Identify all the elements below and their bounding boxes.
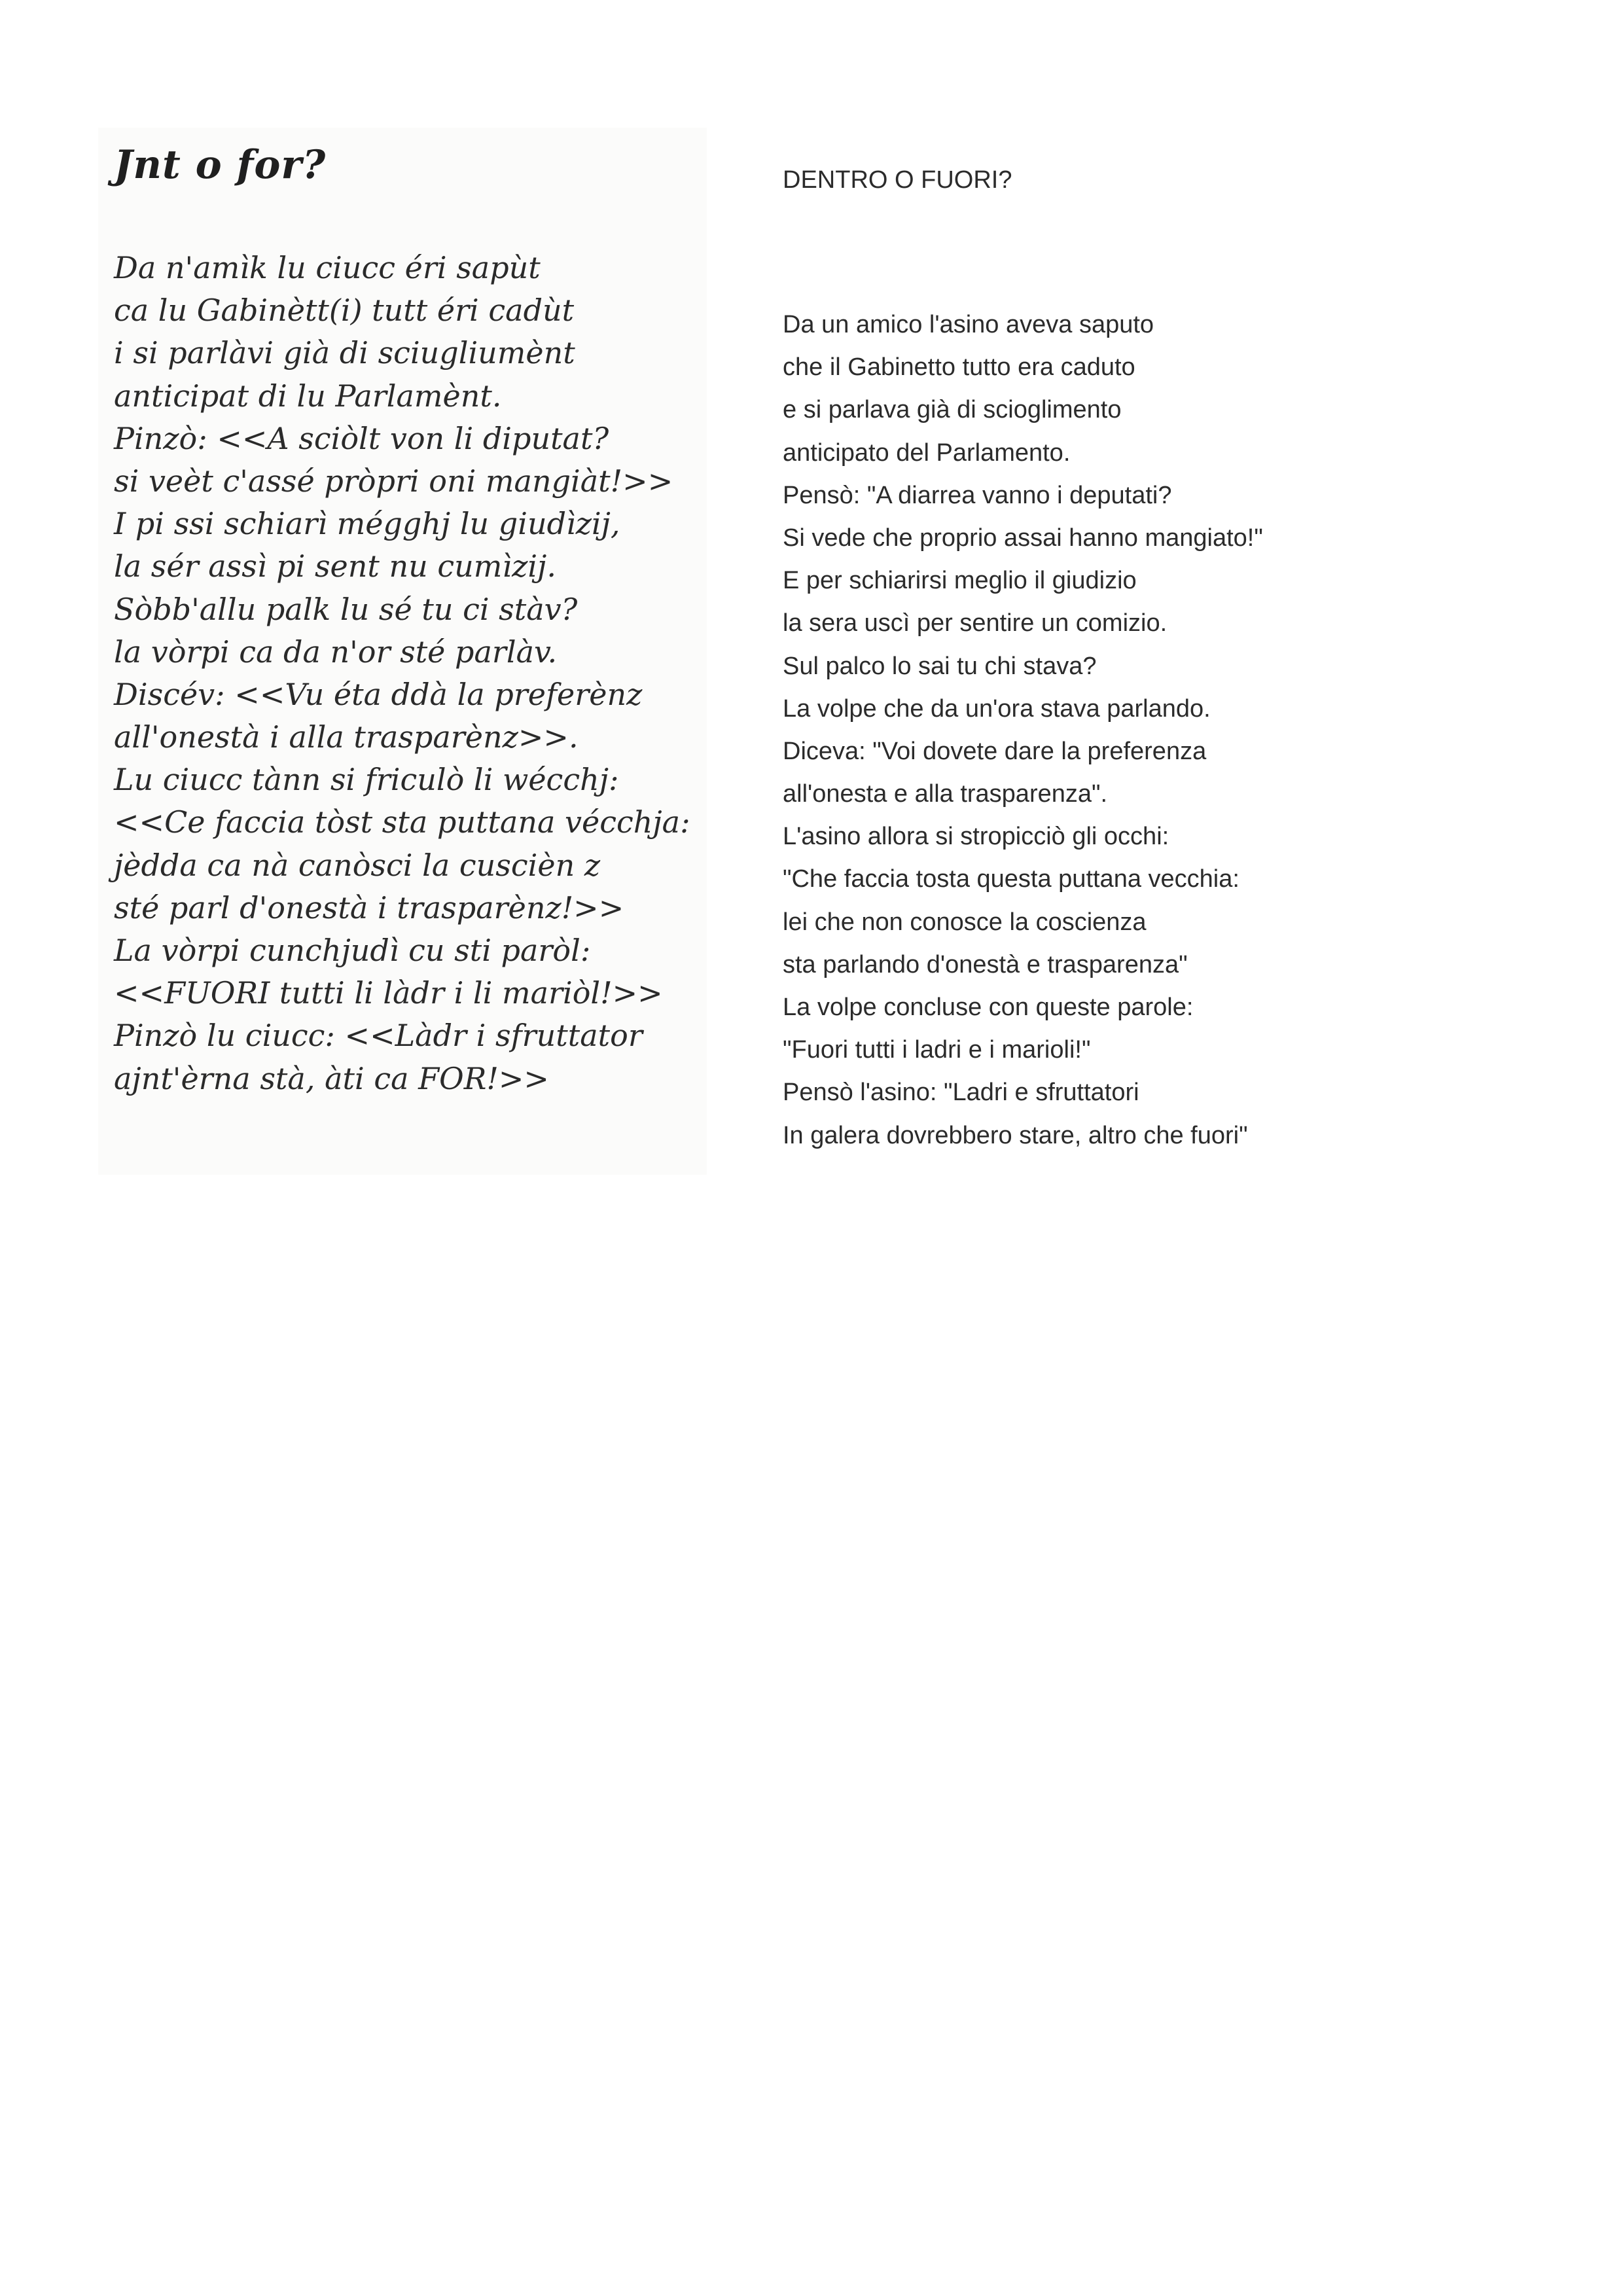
- dialect-line: si veèt c'assé pròpri oni mangiàt!>>: [114, 463, 673, 499]
- dialect-line: i si parlàvi già di sciugliumènt: [114, 335, 575, 371]
- translation-line: Diceva: "Voi dovete dare la preferenza: [783, 737, 1207, 765]
- dialect-poem-scan: [98, 128, 707, 1175]
- translation-line: all'onesta e alla trasparenza".: [783, 780, 1108, 808]
- translation-title: DENTRO O FUORI?: [783, 166, 1012, 194]
- translation-line: Sul palco lo sai tu chi stava?: [783, 652, 1097, 680]
- translation-line: lei che non conosce la coscienza: [783, 908, 1147, 936]
- dialect-line: <<Ce faccia tòst sta puttana vécchja:: [114, 804, 690, 840]
- translation-line: E per schiarirsi meglio il giudizio: [783, 567, 1137, 595]
- translation-line: "Fuori tutti i ladri e i marioli!": [783, 1036, 1091, 1064]
- dialect-line: sté parl d'onestà i trasparènz!>>: [114, 889, 624, 925]
- dialect-line: anticipat di lu Parlamènt.: [114, 378, 502, 414]
- dialect-line: Da n'amìk lu ciucc éri sapùt: [114, 250, 541, 285]
- dialect-line: La vòrpi cunchjudì cu sti paròl:: [114, 933, 591, 968]
- translation-line: "Che faccia tosta questa puttana vecchia:: [783, 865, 1240, 893]
- dialect-line: Discév: <<Vu éta ddà la preferènz: [114, 676, 643, 712]
- dialect-line: la sér assì pi sent nu cumìzij.: [114, 548, 556, 584]
- dialect-line: I pi ssi schiarì mégghj lu giudìzij,: [114, 506, 620, 542]
- dialect-line: Lu ciucc tànn si friculò li wécchj:: [114, 762, 619, 798]
- dialect-line: all'onestà i alla trasparènz>>.: [114, 719, 579, 755]
- dialect-line: ca lu Gabinètt(i) tutt éri cadùt: [114, 293, 575, 329]
- translation-line: Pensò: "A diarrea vanno i deputati?: [783, 481, 1172, 509]
- translation-line: e si parlava già di scioglimento: [783, 396, 1122, 424]
- dialect-line: jèdda ca nà canòsci la cuscièn z: [114, 847, 601, 883]
- dialect-line: <<FUORI tutti li làdr i li mariòl!>>: [114, 975, 663, 1011]
- translation-line: la sera uscì per sentire un comizio.: [783, 609, 1168, 637]
- translation-line: La volpe concluse con queste parole:: [783, 994, 1194, 1021]
- dialect-poem-lines: [114, 247, 690, 1100]
- translation-line: L'asino allora si stropicciò gli occhi:: [783, 823, 1169, 851]
- translation-line: anticipato del Parlamento.: [783, 439, 1071, 467]
- translation-lines: [783, 304, 1263, 1157]
- dialect-line: Sòbb'allu palk lu sé tu ci stàv?: [114, 591, 578, 627]
- translation-line: Da un amico l'asino aveva saputo: [783, 311, 1154, 338]
- translation-line: La volpe che da un'ora stava parlando.: [783, 694, 1211, 723]
- translation-line: In galera dovrebbero stare, altro che fuori": [783, 1121, 1248, 1149]
- translation-line: Pensò l'asino: "Ladri e sfruttatori: [783, 1079, 1139, 1107]
- translation-line: che il Gabinetto tutto era caduto: [783, 353, 1135, 382]
- dialect-line: la vòrpi ca da n'or sté parlàv.: [114, 634, 558, 670]
- translation-line: Si vede che proprio assai hanno mangiato!": [783, 524, 1263, 552]
- translation-line: sta parlando d'onestà e trasparenza": [783, 950, 1188, 978]
- dialect-line: Pinzò: <<A sciòlt von li diputat?: [114, 420, 609, 456]
- dialect-poem-title: Jnt o for?: [114, 142, 327, 188]
- dialect-line: ajnt'èrna stà, àti ca FOR!>>: [114, 1060, 549, 1096]
- dialect-line: Pinzò lu ciucc: <<Làdr i sfruttator: [114, 1018, 643, 1054]
